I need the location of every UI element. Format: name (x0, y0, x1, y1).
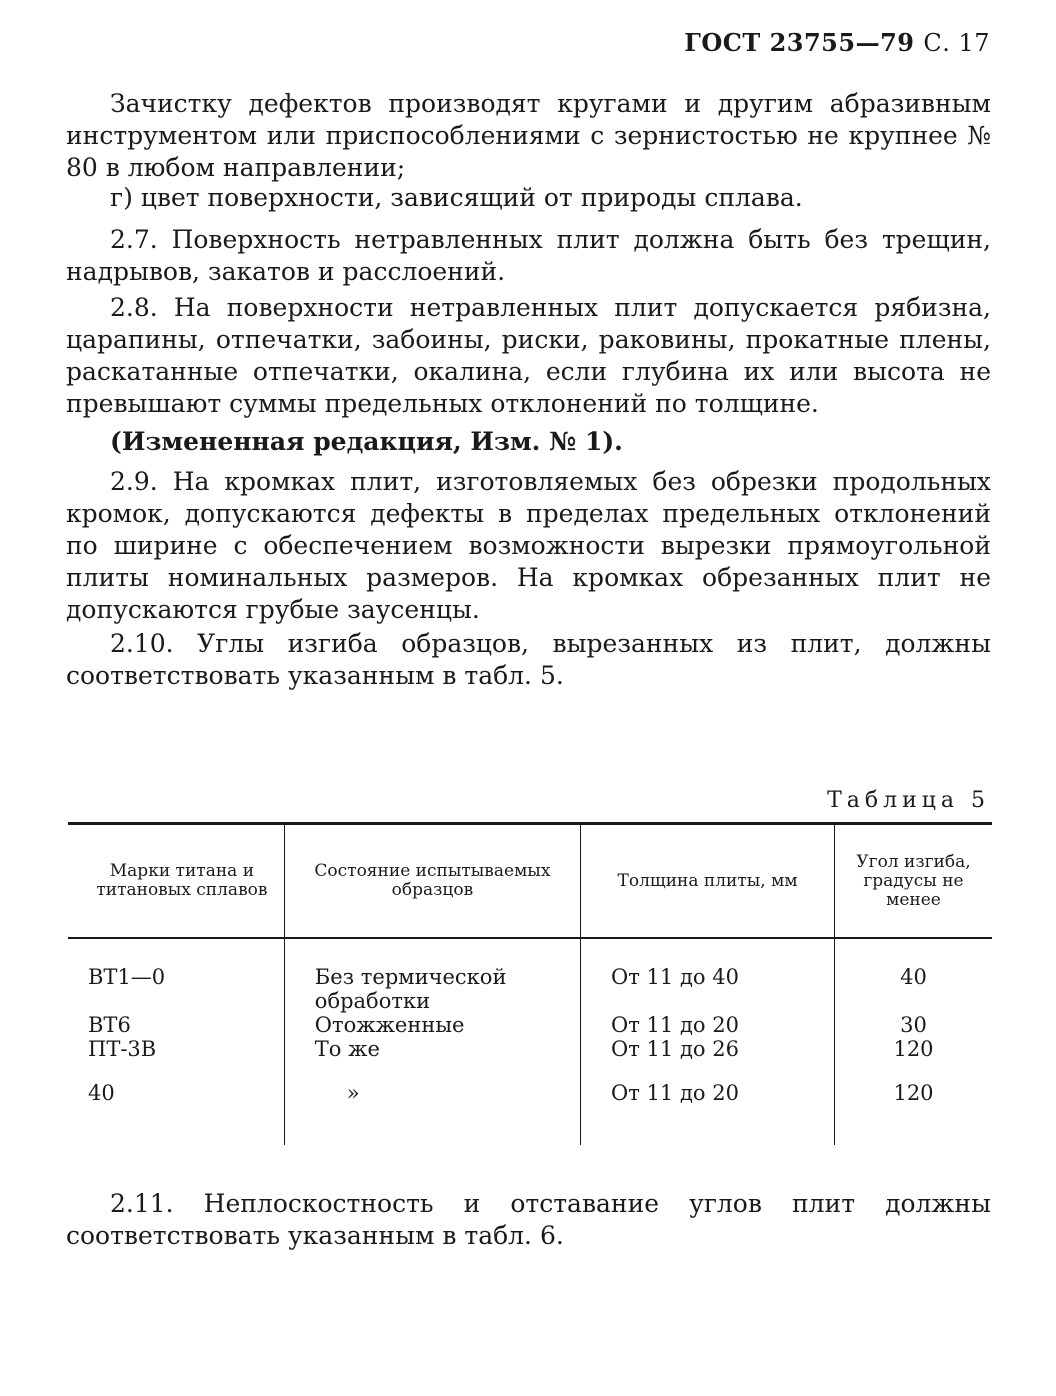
cell-bend-angle: 120 (835, 1037, 992, 1061)
cell-state-text: Отожженные (314, 1013, 465, 1037)
table-5 (68, 822, 992, 1145)
cell-thickness-text: От 11 до 20 (611, 1013, 739, 1037)
table-row (68, 1037, 992, 1061)
cell-thickness (581, 938, 835, 1013)
table-header-row (68, 824, 992, 939)
cell-grade: ВТ6 (88, 1013, 131, 1037)
column-header-bend-angle: Угол изгиба, градусы не менее (835, 824, 992, 939)
table-5-caption: Таблица 5 (827, 788, 990, 813)
cell-state-text: Без термической обработки (314, 965, 507, 1013)
cell-thickness (581, 1061, 835, 1145)
cell-state (284, 1061, 580, 1145)
table-row (68, 938, 992, 1013)
paragraph-2-7: 2.7. Поверхность нетравленных плит должна быть без трещин, надрывов, закатов и расслоений. (66, 225, 991, 286)
paragraph-item-g: г) цвет поверхности, зависящий от природы сплава. (110, 183, 803, 212)
paragraph-2-9: 2.9. На кромках плит, изготовляемых без обрезки продольных кромок, допускаются дефекты в пределах предельных отклонений по ширине с обеспечением возможности вырезки прямоугольной плиты номинальных размеров. На кромках обрезанных плит не допускаются грубые заусенцы. (66, 467, 991, 624)
table-row (68, 1013, 992, 1037)
cell-state-text: То же (314, 1037, 380, 1061)
paragraph-2-11: 2.11. Неплоскостность и отставание углов плит должны соответствовать указанным в табл. 6. (66, 1189, 991, 1250)
column-header-grade: Марки титана и титановых сплавов (68, 824, 284, 939)
cell-bend-angle: 40 (835, 938, 992, 1013)
cell-grade: 40 (88, 1081, 115, 1105)
cell-thickness (581, 1013, 835, 1037)
cell-grade: ПТ-3В (88, 1037, 157, 1061)
cell-grade: ВТ1—0 (88, 965, 166, 989)
paragraph-2-8-amendment-note: (Измененная редакция, Изм. № 1). (110, 427, 623, 456)
cell-state (284, 938, 580, 1013)
column-header-thickness: Толщина плиты, мм (581, 824, 835, 939)
cell-thickness-text: От 11 до 26 (611, 1037, 739, 1061)
standard-number: ГОСТ 23755—79 (684, 28, 915, 57)
cell-state-text: » (346, 1081, 360, 1105)
page-header (684, 28, 990, 57)
cell-bend-angle: 30 (835, 1013, 992, 1037)
table-row (68, 1061, 992, 1145)
paragraph-cleaning: Зачистку дефектов производят кругами и другим абразивным инструментом или приспособлениями с зернистостью не крупнее № 80 в любом направлении; (66, 89, 991, 182)
cell-state (284, 1037, 580, 1061)
column-header-state: Состояние испытываемых образцов (284, 824, 580, 939)
paragraph-2-8: 2.8. На поверхности нетравленных плит допускается рябизна, царапины, отпечатки, забоины, риски, раковины, прокатные плены, раскатанные отпечатки, окалина, если глубина их или высота не превышают суммы предельных отклонений по толщине. (66, 293, 991, 418)
cell-thickness (581, 1037, 835, 1061)
cell-thickness-text: От 11 до 40 (611, 965, 739, 989)
cell-state (284, 1013, 580, 1037)
paragraph-2-10: 2.10. Углы изгиба образцов, вырезанных из плит, должны соответствовать указанным в табл. 5. (66, 629, 991, 690)
page-number: С. 17 (923, 29, 990, 57)
cell-bend-angle: 120 (835, 1061, 992, 1145)
cell-thickness-text: От 11 до 20 (611, 1081, 739, 1105)
